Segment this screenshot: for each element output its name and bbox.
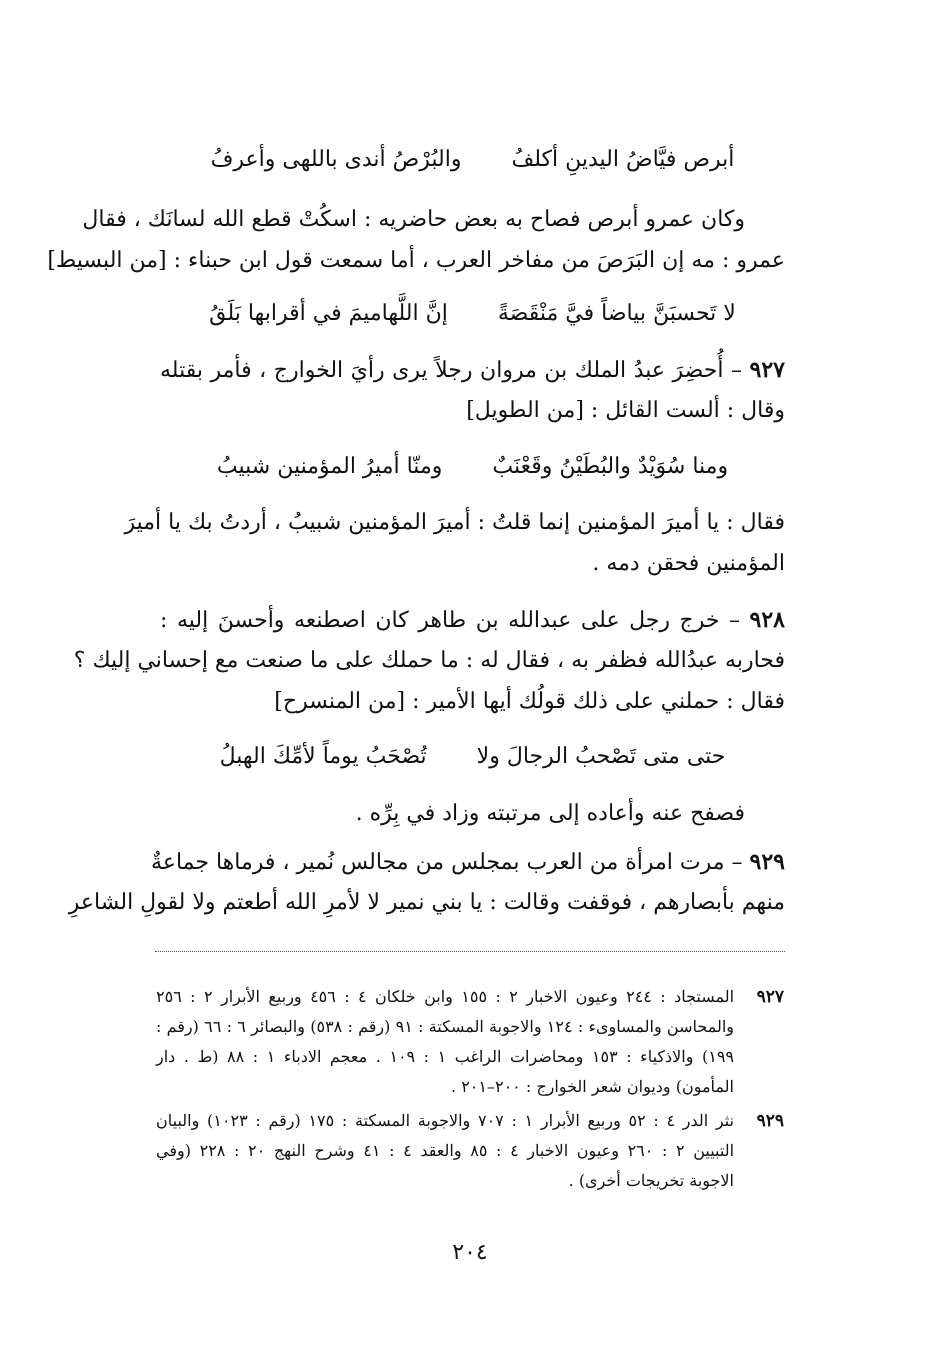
footnote-line: المأمون) وديوان شعر الخوارج : ٢٠٠–٢٠١ . — [451, 1077, 734, 1096]
footnote-number: ٩٢٧ — [756, 987, 784, 1007]
hemistich-second: والبُرْصُ أندى باللهى وأعرفُ — [210, 147, 462, 172]
entry-text: – مرت امرأة من العرب بمجلس من مجالس نُمير ، فرماها جماعةٌ — [151, 850, 743, 875]
footnote-line: المستجاد : ٢٤٤ وعيون الاخبار ٢ : ١٥٥ وابن خلكان ٤ : ٤٥٦ وربيع الأبرار ٢ : ٢٥٦ — [156, 987, 735, 1006]
verse-line — [160, 449, 785, 485]
hemistich-second: ومنّا أميرُ المؤمنين شبيبُ — [216, 454, 443, 479]
paragraph-line: المؤمنين فحقن دمه . — [592, 551, 785, 576]
verse-line — [160, 142, 785, 178]
entry-number: ٩٢٧ — [749, 357, 785, 383]
footnote-line: نثر الدر ٤ : ٥٢ وربيع الأبرار ١ : ٧٠٧ والاجوبة المسكتة : ١٧٥ (رقم : ١٠٢٣) والبيان — [156, 1111, 735, 1130]
entry-927-line — [160, 352, 785, 389]
entry-number: ٩٢٩ — [749, 849, 785, 875]
entry-929-line — [151, 844, 785, 881]
hemistich-second: تُصْحَبُ يوماً لأمِّكَ الهبلُ — [219, 744, 427, 769]
verse-line — [160, 739, 785, 775]
footnote-line: التبيين ٢ : ٢٦٠ وعيون الاخبار ٤ : ٨٥ والعقد ٤ : ٤١ وشرح النهج ٢٠ : ٢٢٨ (وفي — [156, 1141, 735, 1160]
entry-928-line — [160, 602, 785, 639]
paragraph-line: منهم بأبصارهم ، فوقفت وقالت : يا بني نمير لا لأمرِ الله أطعتم ولا لقولِ الشاعرِ — [68, 890, 785, 915]
paragraph-line: فحاربه عبدُالله فظفر به ، فقال له : ما حملك على ما صنعت مع إحساني إليك ؟ — [73, 648, 785, 673]
hemistich-second: إنَّ اللَّهاميمَ في أقرابها بَلَقُ — [209, 301, 448, 326]
footnote-line: الاجوبة تخريجات أخرى) . — [568, 1171, 734, 1190]
hemistich-first: لا تَحسبَنَّ بياضاً فيَّ مَنْقَصَةً — [497, 301, 736, 326]
hemistich-first: ومنا سُوَيْدٌ والبُطَيْنُ وقَعْنَبٌ — [492, 454, 729, 479]
paragraph-line: فصفح عنه وأعاده إلى مرتبته وزاد في بِرِّه . — [355, 801, 745, 826]
paragraph-line: فقال : حملني على ذلك قولُك أيها الأمير : [من المنسرح] — [274, 689, 785, 714]
paragraph-line: وقال : ألست القائل : [من الطويل] — [466, 398, 785, 423]
page-number: ٢٠٤ — [452, 1240, 488, 1265]
paragraph-line: فقال : يا أميرَ المؤمنين إنما قلتُ : أميرَ المؤمنين شبيبُ ، أردتُ بك يا أميرَ — [124, 510, 785, 535]
entry-text: – أُحضِرَ عبدُ الملك بن مروان رجلاً يرى رأيَ الخوارج ، فأمر بقتله — [160, 358, 742, 383]
footnote-line: والمحاسن والمساوىء : ١٢٤ والاجوبة المسكتة : ٩١ (رقم : ٥٣٨) والبصائر ٦ : ٦٦ (رقم : — [156, 1017, 735, 1036]
footnote-separator — [155, 951, 785, 952]
hemistich-first: أبرص فيَّاضُ اليدينِ أكلفُ — [511, 147, 735, 172]
verse-line — [160, 296, 785, 332]
entry-number: ٩٢٨ — [749, 607, 785, 633]
hemistich-first: حتى متى تَصْحبُ الرجالَ ولا — [476, 744, 726, 769]
paragraph-line: وكان عمرو أبرص فصاح به بعض حاضريه : اسكُتْ قطع الله لسانَك ، فقال — [82, 207, 745, 232]
footnote-line: ١٩٩) والاذكياء : ١٥٣ ومحاضرات الراغب ١ : ١٠٩ . معجم الادباء ١ : ٨٨ (ط . دار — [156, 1047, 734, 1066]
paragraph-line: عمرو : مه إن البَرَصَ من مفاخر العرب ، أما سمعت قول ابن حبناء : [من البسيط] — [47, 248, 785, 273]
footnote-number: ٩٢٩ — [756, 1111, 784, 1131]
entry-text: – خرج رجل على عبدالله بن طاهر كان اصطنعه وأحسنَ إليه : — [160, 608, 741, 633]
